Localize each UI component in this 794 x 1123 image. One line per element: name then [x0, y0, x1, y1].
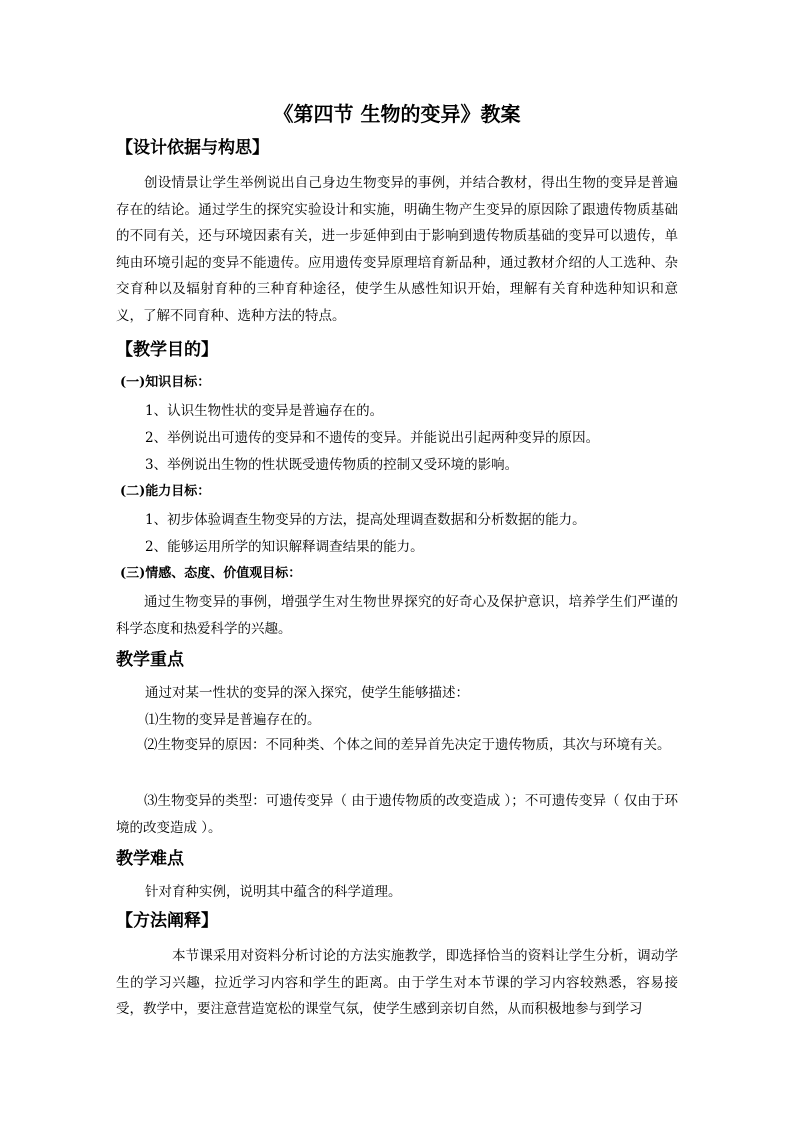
method-heading: 【方法阐释】	[116, 911, 218, 931]
ability-item-2: 2、能够运用所学的知识解释调查结果的能力。	[145, 539, 424, 555]
difficulty-heading: 教学难点	[116, 849, 184, 869]
key-point-1: ⑴生物的变异是普遍存在的。	[145, 712, 321, 728]
ability-item-1: 1、初步体验调查生物变异的方法，提高处理调查数据和分析数据的能力。	[145, 512, 586, 528]
key-points-heading: 教学重点	[116, 650, 184, 670]
objectives-heading: 【教学目的】	[116, 340, 218, 360]
knowledge-objective-label: (一)知识目标：	[120, 375, 211, 390]
knowledge-item-1: 1、认识生物性状的变异是普遍存在的。	[145, 403, 384, 419]
key-point-2: ⑵生物变异的原因：不同种类、个体之间的差异首先决定于遗传物质，其次与环境有关。	[144, 737, 671, 753]
emotion-objective-label: (三)情感、态度、价值观目标：	[120, 566, 302, 581]
knowledge-item-3: 3、举例说出生物的性状既受遗传物质的控制又受环境的影响。	[145, 457, 519, 473]
key-point-3: ⑶生物变异的类型：可遗传变异（ 由于遗传物质的改变造成 ）；不可遗传变异（ 仅由于环境的改变造成 ）。	[116, 793, 678, 836]
document-title: 《第四节 生物的变异》教案	[273, 102, 521, 126]
knowledge-item-2: 2、举例说出可遗传的变异和不遗传的变异。并能说出引起两种变异的原因。	[145, 430, 600, 446]
emotion-paragraph: 通过生物变异的事例，增强学生对生物世界探究的好奇心及保护意识，培养学生们严谨的科学态度和热爱科学的兴趣。	[116, 594, 678, 637]
key-points-intro: 通过对某一性状的变异的深入探究，使学生能够描述：	[145, 685, 469, 701]
ability-objective-label: (二)能力目标：	[120, 484, 211, 499]
design-heading: 【设计依据与构思】	[116, 138, 269, 158]
design-paragraph: 创设情景让学生举例说出自己身边生物变异的事例，并结合教材，得出生物的变异是普遍存在的结论。通过学生的探究实验设计和实施，明确生物产生变异的原因除了跟遗传物质基础的不同有关，还与环境因素有关，进一步延伸到由于影响到遗传物质基础的变异可以遗传，单纯由环境引起的变异不能遗传。应用遗传变异原理培育新品种，通过教材介绍的人工选种、杂交育种以及辐射育种的三种育种途径，使学生从感性知识开始，理解有关育种选种知识和意义，了解不同育种、选种方法的特点。	[116, 175, 678, 324]
method-paragraph: 本节课采用对资料分析讨论的方法实施教学，即选择恰当的资料让学生分析，调动学生的学习兴趣，拉近学习内容和学生的距离。由于学生对本节课的学习内容较熟悉，容易接受，教学中，要注意营造宽松的课堂气氛，使学生感到亲切自然，从而积极地参与到学习	[116, 948, 678, 1017]
difficulty-paragraph: 针对育种实例，说明其中蕴含的科学道理。	[145, 884, 402, 900]
